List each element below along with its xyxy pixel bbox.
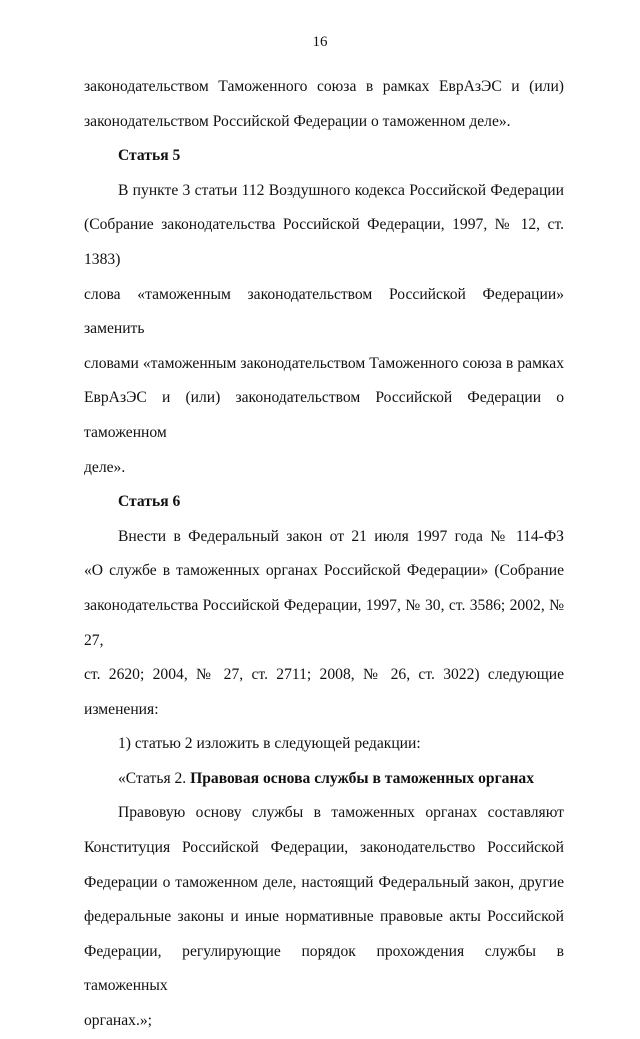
text-line: 1) статью 2 изложить в следующей редакции: (118, 735, 421, 753)
text-line: В пункте 3 статьи 112 Воздушного кодекса Российской Федерации (118, 181, 564, 199)
text-line: (Собрание законодательства Российской Федерации, 1997, № 12, ст. 1383) (84, 216, 564, 268)
text-line: Федерации о таможенном деле, настоящий Федеральный закон, другие (84, 873, 564, 891)
text-line: Внести в Федеральный закон от 21 июля 1997 года № 114-ФЗ (118, 527, 564, 545)
article-2-title: Правовая основа службы в таможенных органах (190, 769, 535, 787)
text-line: Конституция Российской Федерации, законодательство Российской (84, 839, 564, 857)
text-line: «О службе в таможенных органах Российской Федерации» (Собрание (84, 562, 564, 580)
article-5-heading: Статья 5 (118, 147, 181, 165)
page-number: 16 (312, 34, 328, 50)
text-line: федеральные законы и иные нормативные правовые акты Российской (84, 908, 564, 926)
text-line: деле». (84, 458, 126, 476)
text-line: законодательством Российской Федерации о таможенном деле». (84, 112, 511, 130)
document-body (84, 70, 564, 1039)
text-line: словами «таможенным законодательством Таможенного союза в рамках (84, 354, 564, 372)
text-line: законодательства Российской Федерации, 1997, № 30, ст. 3586; 2002, № 27, (84, 596, 564, 649)
article-2-prefix: «Статья 2. (118, 769, 191, 787)
article-6-heading: Статья 6 (118, 493, 181, 511)
text-line: Федерации, регулирующие порядок прохождения службы в таможенных (84, 942, 564, 995)
article-2-title-line (84, 762, 564, 797)
text-line: слова «таможенным законодательством Российской Федерации» заменить (84, 285, 564, 338)
text-line: Правовую основу службы в таможенных органах составляют (118, 804, 564, 822)
text-line: ст. 2620; 2004, № 27, ст. 2711; 2008, № 26, ст. 3022) следующие изменения: (84, 666, 564, 718)
text-line: органах.»; (84, 1012, 153, 1030)
text-line: ЕврАзЭС и (или) законодательством Российской Федерации о таможенном (84, 389, 564, 441)
text-line: законодательством Таможенного союза в рамках ЕврАзЭС и (или) (84, 78, 564, 95)
